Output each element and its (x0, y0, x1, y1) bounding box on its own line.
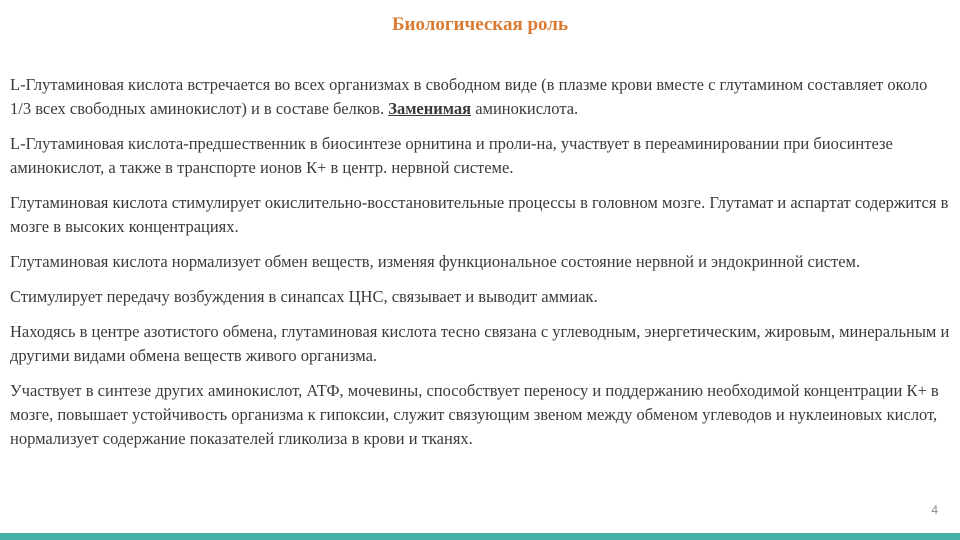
paragraph-synthesis-participation: Участвует в синтезе других аминокислот, АТФ, мочевины, способствует переносу и поддержанию необходимой концентрации К+ в мозге, повышает устойчивость организма к гипоксии, служит связующим звеном между обменом углеводов и нуклеиновых кислот, нормализует содержание показателей гликолиза в крови и тканях. (10, 381, 939, 448)
paragraph-glutamic-acid-occurrence (10, 73, 950, 121)
paragraph-synaptic-transmission: Стимулирует передачу возбуждения в синапсах ЦНС, связывает и выводит аммиак. (10, 287, 598, 306)
paragraph-text: L-Глутаминовая кислота встречается во всех организмах в свободном виде (в плазме крови вместе с глутамином составляет около 1/3 всех свободных аминокислот) и в составе белков. (10, 75, 928, 118)
slide-title: Биологическая роль (391, 14, 569, 35)
paragraph-text: аминокислота. (471, 99, 579, 118)
page-number: 4 (931, 503, 938, 517)
paragraph-nitrogen-metabolism: Находясь в центре азотистого обмена, глутаминовая кислота тесно связана с углеводным, энергетическим, жировым, минеральным и другими видами обмена веществ живого организма. (10, 322, 950, 365)
paragraph-metabolism-normalization: Глутаминовая кислота нормализует обмен веществ, изменяя функциональное состояние нервной и эндокринной систем. (10, 252, 861, 271)
paragraph-biosynthesis-role: L-Глутаминовая кислота-предшественник в биосинтезе орнитина и проли-на, участвует в переаминировании при биосинтезе аминокислот, а также в транспорте ионов К+ в центр. нервной системе. (10, 134, 893, 177)
highlighted-term: Заменимая (388, 99, 472, 118)
paragraph-redox-stimulation: Глутаминовая кислота стимулирует окислительно-восстановительные процессы в головном мозге. Глутамат и аспартат содержится в мозге в высоких концентрациях. (10, 193, 949, 236)
slide-body (10, 73, 950, 462)
bottom-accent-bar (0, 533, 960, 540)
